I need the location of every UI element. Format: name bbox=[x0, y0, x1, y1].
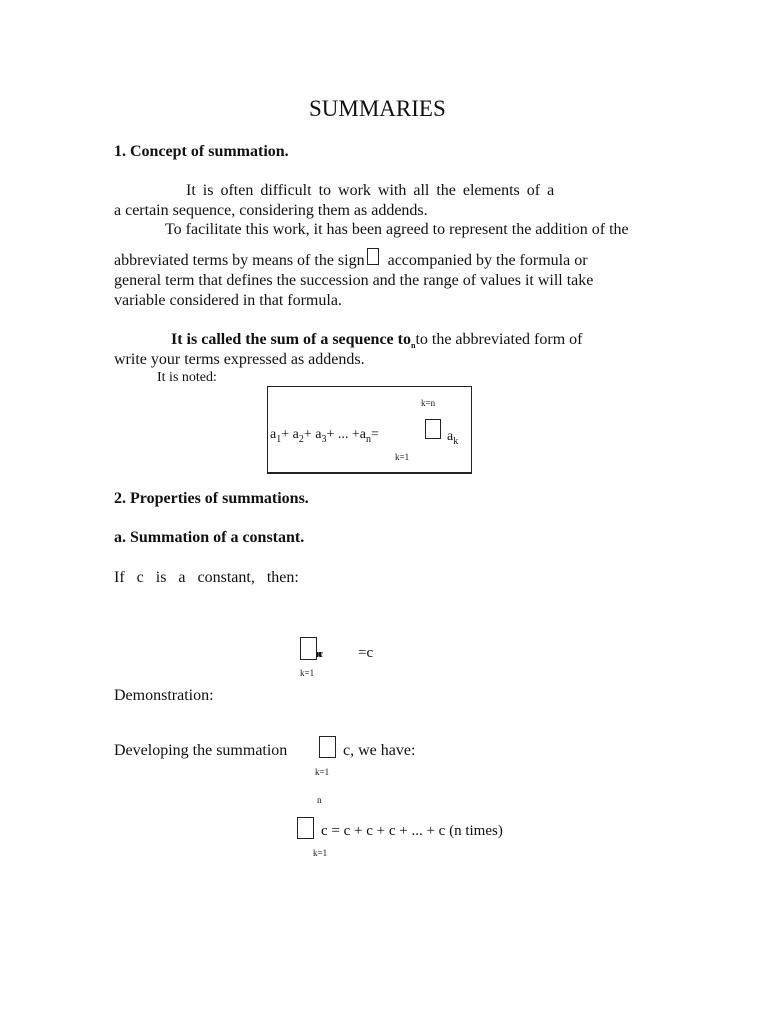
lower-limit-2: k=1 bbox=[315, 767, 330, 777]
constant-expansion: c = c + c + c + ... + c (n times) bbox=[321, 823, 503, 839]
sigma-placeholder-icon bbox=[367, 248, 379, 265]
section-2-heading: 2. Properties of summations. bbox=[114, 490, 309, 507]
lower-limit-1: k=1 bbox=[300, 668, 315, 678]
page-title: SUMMARIES bbox=[309, 96, 446, 121]
term-ellipsis: + ... +a bbox=[326, 427, 366, 442]
subsection-a-heading: a. Summation of a constant. bbox=[114, 529, 305, 546]
paragraph-1-line-2: a certain sequence, considering them as addends. bbox=[114, 202, 428, 219]
term-ak: a bbox=[447, 429, 454, 444]
definition-bold: It is called the sum of a sequence to bbox=[171, 331, 411, 348]
definition-line-1 bbox=[171, 331, 582, 350]
definition-rest: to the abbreviated form of bbox=[415, 331, 583, 348]
equals-sign: = bbox=[370, 427, 379, 442]
subscript-k: k bbox=[453, 435, 459, 447]
paragraph-2-line-3: general term that defines the succession and the range of values it will take bbox=[114, 272, 594, 289]
paragraph-2-line-4: variable considered in that formula. bbox=[114, 292, 342, 309]
definition-subscript: n bbox=[410, 341, 416, 351]
sigma-placeholder-icon bbox=[319, 736, 336, 758]
formula-lhs bbox=[270, 427, 379, 445]
developing-after: c, we have: bbox=[343, 742, 416, 759]
term-a3: + a bbox=[303, 427, 322, 442]
paragraph-1-line-1: It is often difficult to work with all the elements of a bbox=[186, 182, 555, 199]
subscript-3: 3 bbox=[321, 433, 327, 445]
formula-rhs bbox=[447, 429, 458, 447]
sigma-placeholder-icon bbox=[425, 419, 441, 439]
paragraph-2-line-1: To facilitate this work, it has been agreed to represent the addition of the bbox=[165, 221, 629, 238]
lower-limit-3: k=1 bbox=[313, 848, 328, 858]
paragraph-2-line-2a: abbreviated terms by means of the sign bbox=[114, 252, 365, 269]
noted-label: It is noted: bbox=[157, 370, 217, 385]
section-1-heading: 1. Concept of summation. bbox=[114, 143, 289, 160]
garbled-nc: nc bbox=[316, 648, 319, 660]
formula-lower-limit: k=1 bbox=[395, 452, 410, 462]
constant-condition: If c is a constant, then: bbox=[114, 569, 299, 586]
formula-upper-limit: k=n bbox=[421, 398, 436, 408]
equals-c: =c bbox=[358, 645, 374, 661]
upper-limit-3: n bbox=[317, 795, 322, 805]
subscript-1: 1 bbox=[276, 433, 282, 445]
developing-text: Developing the summation bbox=[114, 742, 288, 759]
sigma-placeholder-icon bbox=[297, 817, 314, 839]
definition-line-2: write your terms expressed as addends. bbox=[114, 351, 365, 368]
subscript-n: n bbox=[365, 433, 371, 445]
paragraph-2-line-2 bbox=[114, 248, 588, 270]
term-a2: + a bbox=[281, 427, 299, 442]
subscript-2: 2 bbox=[298, 433, 304, 445]
term-a: a bbox=[270, 427, 277, 442]
sigma-placeholder-icon bbox=[300, 637, 317, 660]
demonstration-label: Demonstration: bbox=[114, 687, 214, 704]
paragraph-2-line-2b: accompanied by the formula or bbox=[387, 252, 588, 269]
